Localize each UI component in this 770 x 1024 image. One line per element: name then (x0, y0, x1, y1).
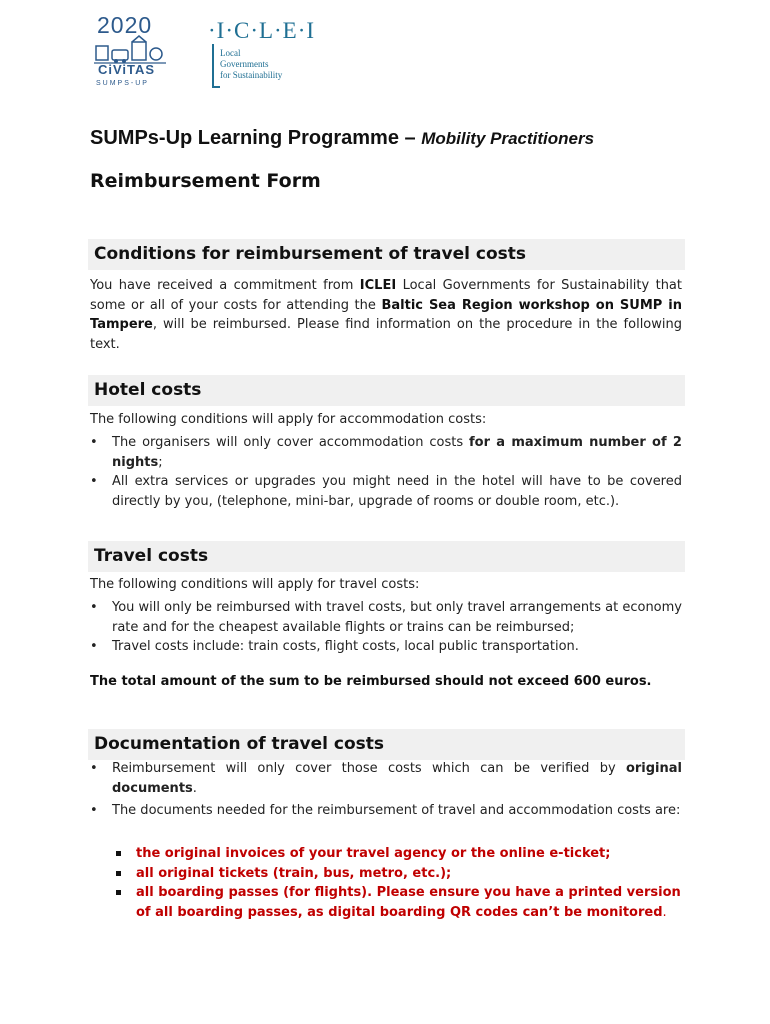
text-run: Local Governments for Sustainability that some or all of your costs for attending the (90, 278, 682, 313)
travel-intro: The following conditions will apply for travel costs: (90, 577, 420, 592)
square-bullet-icon (116, 851, 121, 856)
iclei-tagline-line: Governments (220, 59, 269, 69)
required-documents-list (114, 844, 684, 922)
iclei-tagline (220, 48, 316, 81)
iclei-logo-bar (212, 44, 214, 88)
civitas-logo (94, 12, 166, 92)
square-bullet-icon (116, 871, 121, 876)
list-item (90, 598, 682, 637)
list-item (90, 433, 682, 472)
civitas-name: CiViTAS (98, 62, 156, 77)
text-run: . (662, 904, 667, 920)
section-heading-documentation: Documentation of travel costs (88, 729, 685, 760)
section-heading-travel: Travel costs (88, 541, 685, 572)
iclei-logo (208, 18, 318, 98)
form-title: Reimbursement Form (90, 170, 321, 192)
iclei-wordmark: ·I·C·L·E·I (208, 18, 316, 43)
documentation-bullet-list (90, 759, 682, 798)
total-amount-note: The total amount of the sum to be reimbursed should not exceed 600 euros. (90, 674, 652, 689)
bullet-icon: • (90, 474, 98, 489)
list-item (90, 637, 682, 657)
hotel-bullet-list (90, 433, 682, 511)
document-title (90, 127, 594, 150)
title-main: SUMPs-Up Learning Programme – (90, 127, 422, 149)
text-run: The organisers will only cover accommodation costs (112, 435, 469, 450)
bullet-icon: • (90, 435, 98, 450)
conditions-paragraph (90, 276, 682, 354)
list-item (90, 801, 682, 821)
text-run: Reimbursement will only cover those costs which can be verified by (112, 761, 626, 776)
section-heading-hotel: Hotel costs (88, 375, 685, 406)
text-run-bold: original documents (112, 761, 682, 796)
square-bullet-icon (116, 890, 121, 895)
text-run-bold: ICLEI (359, 278, 397, 293)
civitas-subtitle: SUMPS-UP (96, 80, 149, 87)
bullet-icon: • (90, 639, 98, 654)
title-subtitle: Mobility Practitioners (421, 129, 595, 148)
iclei-tagline-line: for Sustainability (220, 70, 283, 80)
text-run: The documents needed for the reimbursement of travel and accommodation costs are: (112, 803, 681, 818)
text-run: the original invoices of your travel agency or the online e-ticket; (136, 846, 611, 861)
text-run: all boarding passes (for flights). Please ensure you have a printed version of all boarding passes, as digital boarding QR codes can’t be monitored (136, 885, 681, 920)
text-run: Travel costs include: train costs, flight costs, local public transportation. (112, 639, 579, 654)
text-run: , will be reimbursed. Please find information on the procedure in the following text. (90, 317, 682, 352)
list-item (90, 472, 682, 511)
list-item (114, 883, 684, 922)
travel-bullet-list (90, 598, 682, 657)
text-run-bold: for a maximum number of 2 nights (112, 435, 682, 470)
text-run: ; (158, 454, 163, 470)
text-run: You will only be reimbursed with travel costs, but only travel arrangements at economy rate and for the cheapest available flights or trains can be reimbursed; (112, 600, 682, 635)
list-item (114, 864, 684, 884)
bullet-icon: • (90, 803, 98, 818)
hotel-intro: The following conditions will apply for accommodation costs: (90, 412, 487, 427)
text-run: All extra services or upgrades you might need in the hotel will have to be covered directly by you, (telephone, mini-bar, upgrade of rooms or double room, etc.). (112, 474, 682, 509)
text-run-bold: Baltic Sea Region workshop on SUMP in Tampere (90, 297, 682, 332)
bullet-icon: • (90, 761, 98, 776)
bullet-icon: • (90, 600, 98, 615)
text-run: You have received a commitment from (90, 278, 360, 293)
documentation-bullet-list (90, 801, 682, 821)
list-item (114, 844, 684, 864)
text-run: all original tickets (train, bus, metro, etc.); (136, 865, 452, 881)
iclei-logo-foot (212, 86, 220, 88)
text-run: . (192, 780, 197, 796)
civitas-year: 2020 (97, 12, 153, 38)
list-item (90, 759, 682, 798)
section-heading-conditions: Conditions for reimbursement of travel costs (88, 239, 685, 270)
iclei-tagline-line: Local (220, 48, 241, 58)
